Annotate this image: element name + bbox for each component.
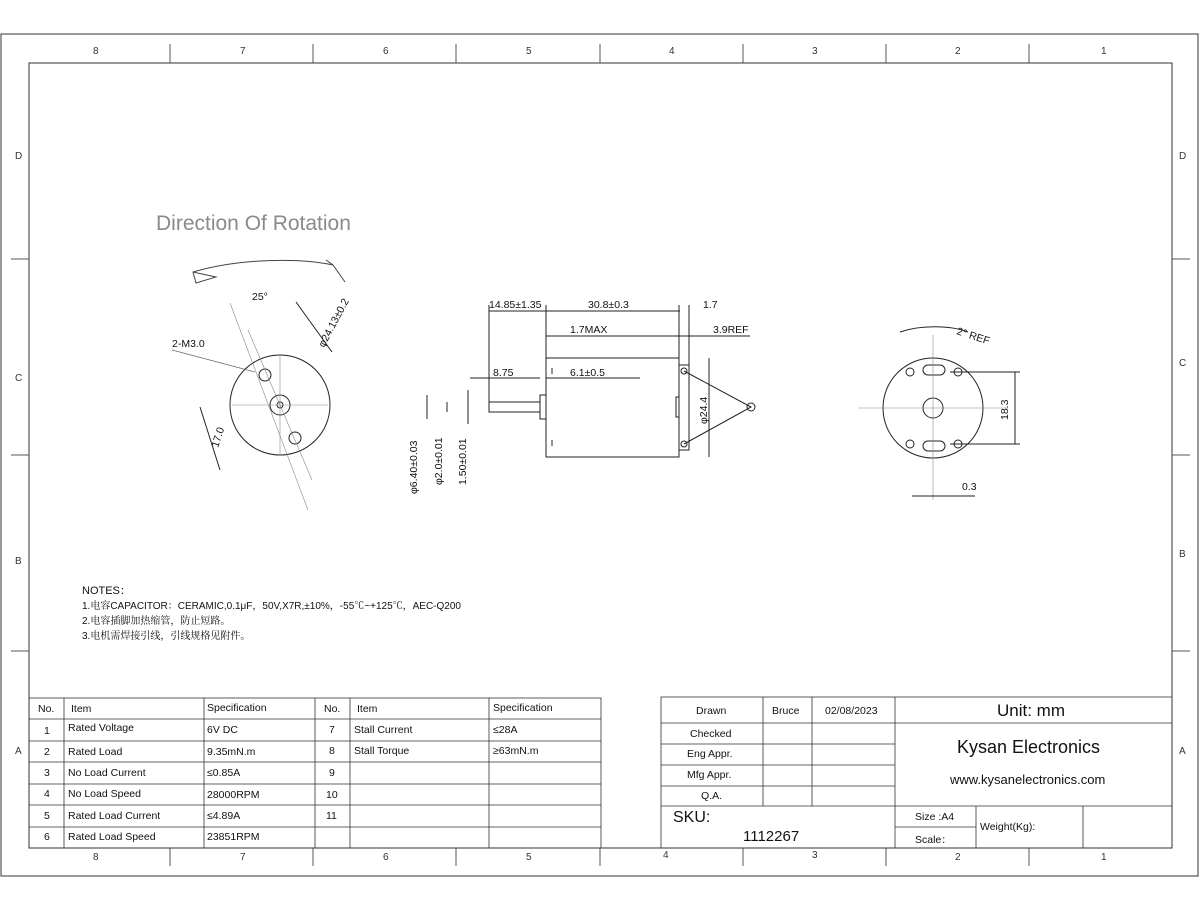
scale-label: Scale：: [915, 834, 952, 846]
zone-label: B: [15, 556, 22, 567]
eng-label: Eng Appr.: [687, 748, 733, 760]
table-cell: Stall Torque: [354, 745, 410, 757]
table-cell: No Load Current: [68, 767, 146, 779]
header-cell: No.: [324, 703, 341, 715]
dim-v3: 1.50±0.01: [457, 438, 469, 485]
zone-label: 2: [955, 852, 961, 863]
dim-d3: 1.7: [703, 299, 718, 311]
zone-label: 6: [383, 46, 389, 57]
table-cell: 5: [44, 810, 50, 822]
table-cell: 7: [329, 724, 335, 736]
note-line: 1.电容CAPACITOR：CERAMIC,0.1μF，50V,X7R,±10%，-55℃~+125℃，AEC-Q200: [82, 601, 461, 612]
table-cell: Rated Voltage: [68, 722, 134, 734]
table-cell: ≤4.89A: [207, 810, 241, 822]
table-cell: 1: [44, 725, 50, 737]
header-cell: Specification: [493, 702, 553, 714]
header-cell: Specification: [207, 702, 267, 714]
notes-title: NOTES：: [82, 585, 131, 597]
note-line: 2.电容插脚加热缩管，防止短路。: [82, 616, 231, 627]
dim-d5: 3.9REF: [713, 324, 749, 336]
zone-label: D: [15, 151, 23, 162]
dim-d2: 30.8±0.3: [588, 299, 629, 311]
size-label: Size :A4: [915, 811, 955, 823]
zone-label: D: [1179, 151, 1187, 162]
sku-label: SKU:: [673, 809, 711, 826]
zone-label: 1: [1101, 852, 1107, 863]
zone-label: C: [1179, 358, 1187, 369]
zone-label: 7: [240, 852, 246, 863]
zone-label: 7: [240, 46, 246, 57]
drawn-by: Bruce: [772, 705, 800, 717]
dim-body-dia: φ24.4: [698, 396, 710, 424]
zone-label: A: [1179, 746, 1186, 757]
header-cell: Item: [71, 703, 92, 715]
table-cell: 4: [44, 788, 50, 800]
zone-label: 4: [669, 46, 675, 57]
table-cell: Rated Load: [68, 746, 123, 758]
table-cell: 3: [44, 767, 50, 779]
table-cell: 28000RPM: [207, 789, 260, 801]
table-cell: 10: [326, 789, 338, 801]
table-cell: 6: [44, 831, 50, 843]
company-name: Kysan Electronics: [957, 737, 1101, 757]
zone-label: 8: [93, 46, 99, 57]
dim-rear-gap: 0.3: [962, 481, 977, 493]
zone-label: 8: [93, 852, 99, 863]
weight-label: Weight(Kg):: [980, 821, 1036, 833]
dim-d7: 6.1±0.5: [570, 367, 605, 379]
table-cell: 11: [326, 810, 337, 822]
unit-label: Unit: mm: [997, 701, 1065, 720]
header-cell: Item: [357, 703, 378, 715]
dim-v1: φ6.40±0.03: [408, 440, 420, 494]
zone-label: 3: [812, 46, 818, 57]
table-cell: Stall Current: [354, 724, 413, 736]
table-cell: 9.35mN.m: [207, 746, 256, 758]
qa-label: Q.A.: [701, 790, 723, 802]
dim-v2: φ2.0±0.01: [433, 437, 445, 485]
dim-rear-height: 18.3: [999, 399, 1011, 420]
notes: [82, 584, 461, 644]
zone-label: 6: [383, 852, 389, 863]
zone-label: 4: [663, 850, 669, 861]
zone-label: 3: [812, 850, 818, 861]
table-cell: Rated Load Current: [68, 810, 161, 822]
rotation-title: Direction Of Rotation: [156, 212, 351, 235]
zone-label: 5: [526, 852, 532, 863]
table-cell: ≤0.85A: [207, 767, 241, 779]
table-cell: 8: [329, 745, 335, 757]
dim-d4: 1.7MAX: [570, 324, 608, 336]
mfg-label: Mfg Appr.: [687, 769, 732, 781]
table-cell: No Load Speed: [68, 788, 141, 800]
zone-label: 2: [955, 46, 961, 57]
drawn-date: 02/08/2023: [825, 705, 878, 717]
dim-d1: 14.85±1.35: [489, 299, 542, 311]
table-cell: Rated Load Speed: [68, 831, 156, 843]
zone-label: C: [15, 373, 23, 384]
table-cell: 23851RPM: [207, 831, 260, 843]
checked-label: Checked: [690, 728, 732, 740]
company-website: www.kysanelectronics.com: [950, 772, 1106, 787]
sku-value: 1112267: [743, 828, 800, 845]
zone-label: 1: [1101, 46, 1107, 57]
zone-label: B: [1179, 549, 1186, 560]
dim-d6: 8.75: [493, 367, 514, 379]
dim-pcd: 17.0: [209, 425, 228, 449]
table-cell: 6V DC: [207, 724, 238, 736]
rear-view: [858, 327, 1020, 500]
dim-hole: 2-M3.0: [172, 338, 205, 350]
zone-label: 5: [526, 46, 532, 57]
table-cell: 2: [44, 746, 50, 758]
zone-label: A: [15, 746, 22, 757]
dim-front-dia: φ24.13±0.2: [316, 296, 352, 350]
drawn-label: Drawn: [696, 705, 727, 717]
header-cell: No.: [38, 703, 55, 715]
table-cell: 9: [329, 767, 335, 779]
note-line: 3.电机需焊接引线，引线规格见附件。: [82, 631, 251, 642]
dim-angle: 25°: [252, 291, 268, 303]
table-cell: ≥63mN.m: [493, 745, 539, 757]
dim-rear-angle: 2° REF: [955, 325, 992, 348]
table-cell: ≤28A: [493, 724, 518, 736]
